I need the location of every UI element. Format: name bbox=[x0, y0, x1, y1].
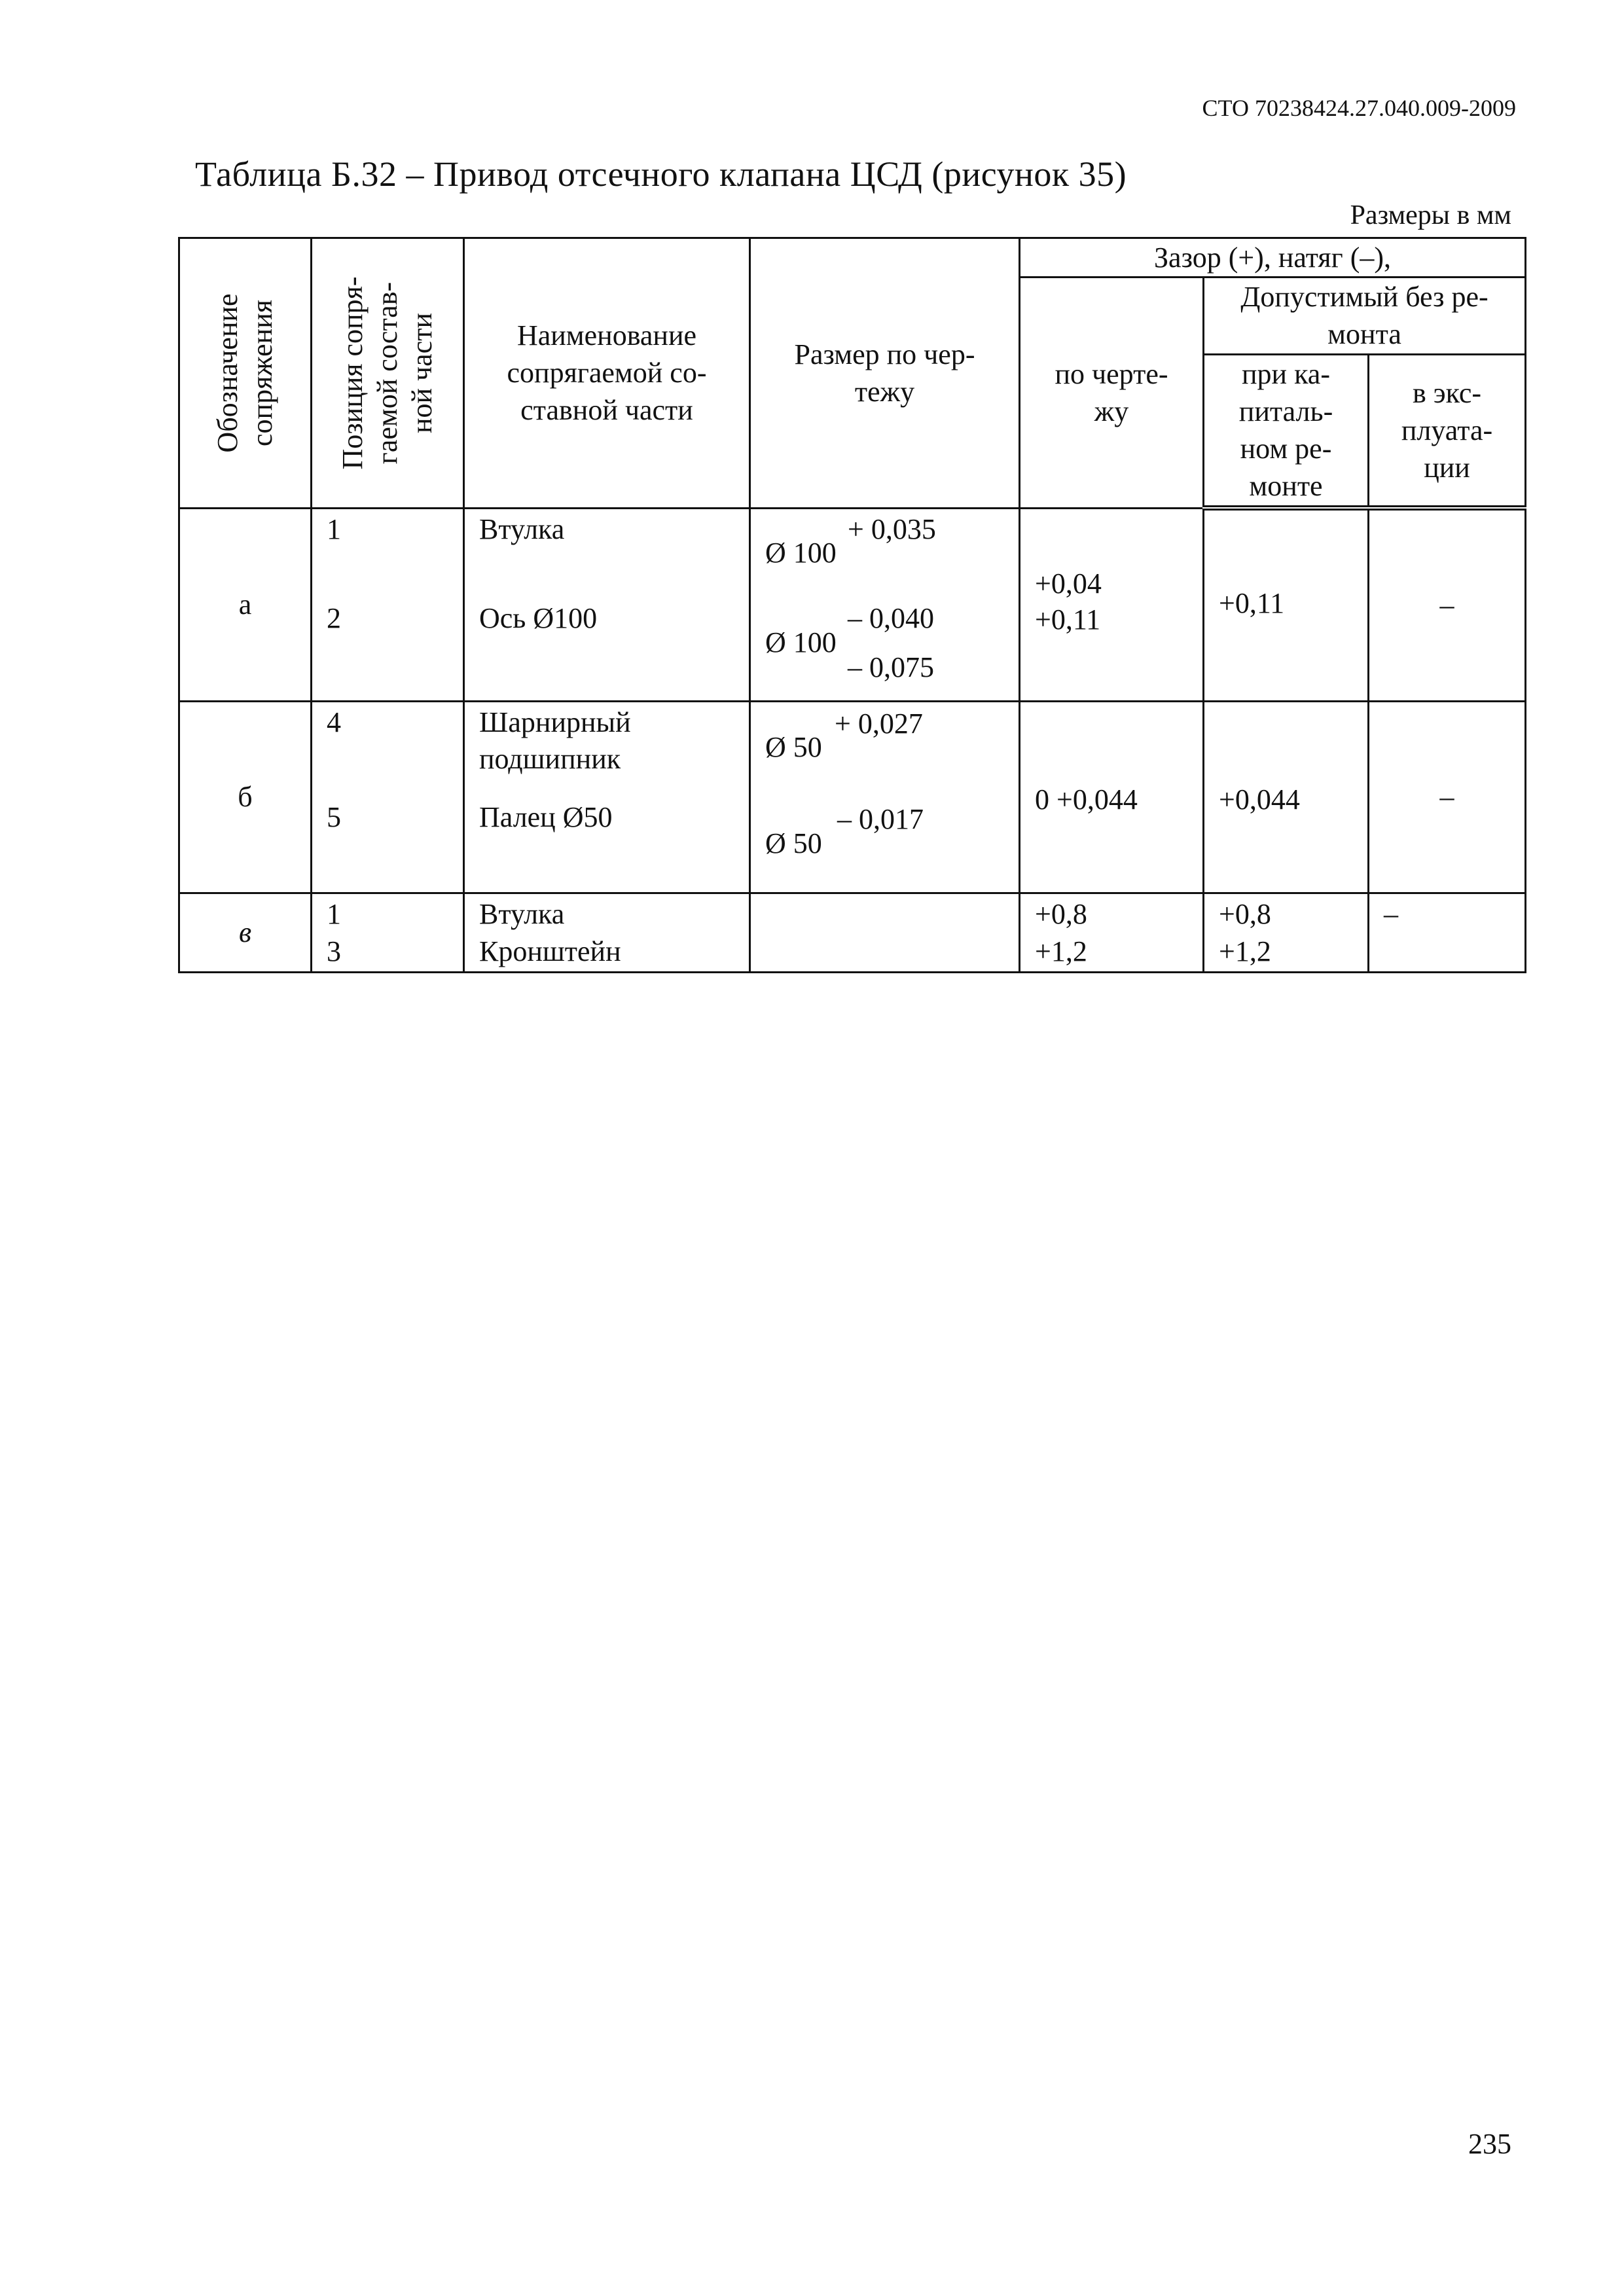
by-drawing-cell bbox=[1020, 702, 1204, 893]
size-tolerance: + 0,035 bbox=[848, 512, 936, 545]
size-base: Ø 100 bbox=[765, 536, 837, 569]
by-drawing-cell bbox=[1020, 893, 1204, 973]
part-name: подшипник bbox=[479, 743, 621, 776]
table-row bbox=[179, 702, 1526, 893]
header-capital-repair: при ка-питаль-ном ре-монте bbox=[1204, 354, 1369, 508]
position-cell bbox=[312, 508, 464, 702]
part-name: Ось Ø100 bbox=[479, 601, 598, 634]
designation-cell: б bbox=[179, 702, 312, 893]
header-size: Размер по чер-тежу bbox=[750, 238, 1020, 509]
position-value: 3 bbox=[327, 935, 341, 968]
position-value: 4 bbox=[327, 706, 341, 739]
table-row bbox=[179, 508, 1526, 702]
size-tolerance: – 0,075 bbox=[848, 651, 934, 683]
table-caption: Таблица Б.32 – Привод отсечного клапана ЦСД (рисунок 35) bbox=[195, 154, 1127, 194]
gap-value: +1,2 bbox=[1219, 935, 1271, 968]
size-cell bbox=[750, 702, 1020, 893]
in-operation-cell bbox=[1369, 893, 1526, 973]
size-base: Ø 50 bbox=[765, 731, 822, 764]
capital-repair-cell bbox=[1204, 508, 1369, 702]
mating-parts-table bbox=[178, 237, 1526, 973]
gap-value: +0,11 bbox=[1035, 603, 1101, 636]
designation-cell: а bbox=[179, 508, 312, 702]
position-cell bbox=[312, 893, 464, 973]
size-cell bbox=[750, 893, 1020, 973]
header-position-text: Позиция сопря- гаемой состав- ной части bbox=[336, 276, 438, 470]
by-drawing-cell bbox=[1020, 508, 1204, 702]
size-cell bbox=[750, 508, 1020, 702]
in-operation-cell: – bbox=[1369, 702, 1526, 893]
part-name: Втулка bbox=[479, 512, 565, 545]
position-value: 1 bbox=[327, 898, 341, 931]
part-name: Шарнирный bbox=[479, 706, 631, 739]
gap-value: +0,11 bbox=[1219, 587, 1285, 620]
capital-repair-cell bbox=[1204, 702, 1369, 893]
in-operation-cell: – bbox=[1369, 508, 1526, 702]
position-value: 1 bbox=[327, 512, 341, 545]
gap-value: +0,04 bbox=[1035, 567, 1102, 600]
designation-cell: в bbox=[179, 893, 312, 973]
gap-value: +0,8 bbox=[1219, 898, 1271, 931]
size-base: Ø 50 bbox=[765, 827, 822, 860]
position-value: 5 bbox=[327, 801, 341, 834]
part-name: Втулка bbox=[479, 898, 565, 931]
size-tolerance: + 0,027 bbox=[835, 708, 923, 740]
name-cell bbox=[464, 508, 750, 702]
header-name: Наименование сопрягаемой со-ставной части bbox=[464, 238, 750, 509]
gap-value: +1,2 bbox=[1035, 935, 1087, 968]
units-note: Размеры в мм bbox=[1350, 200, 1511, 230]
size-base: Ø 100 bbox=[765, 626, 837, 658]
part-name: Кронштейн bbox=[479, 935, 621, 968]
position-cell bbox=[312, 702, 464, 893]
page-number: 235 bbox=[1468, 2128, 1511, 2160]
header-by-drawing: по черте-жу bbox=[1020, 278, 1204, 508]
gap-value: – bbox=[1384, 898, 1398, 931]
document-code: СТО 70238424.27.040.009-2009 bbox=[1202, 95, 1516, 121]
header-gap-group: Зазор (+), натяг (–), bbox=[1020, 238, 1526, 278]
header-in-operation: в экс-плуата-ции bbox=[1369, 354, 1526, 508]
gap-value: +0,8 bbox=[1035, 898, 1087, 931]
table-row bbox=[179, 893, 1526, 973]
header-designation bbox=[179, 238, 312, 509]
gap-value: 0 +0,044 bbox=[1035, 783, 1138, 816]
position-value: 2 bbox=[327, 601, 341, 634]
size-tolerance: – 0,017 bbox=[837, 803, 924, 836]
gap-value: +0,044 bbox=[1219, 783, 1300, 816]
header-position bbox=[312, 238, 464, 509]
name-cell bbox=[464, 702, 750, 893]
size-tolerance: – 0,040 bbox=[848, 601, 934, 634]
header-allowed-group: Допустимый без ре-монта bbox=[1204, 278, 1526, 354]
part-name: Палец Ø50 bbox=[479, 801, 613, 834]
name-cell bbox=[464, 893, 750, 973]
header-designation-text: Обозначение сопряжения bbox=[211, 293, 278, 453]
capital-repair-cell bbox=[1204, 893, 1369, 973]
header-row-1 bbox=[179, 238, 1526, 278]
